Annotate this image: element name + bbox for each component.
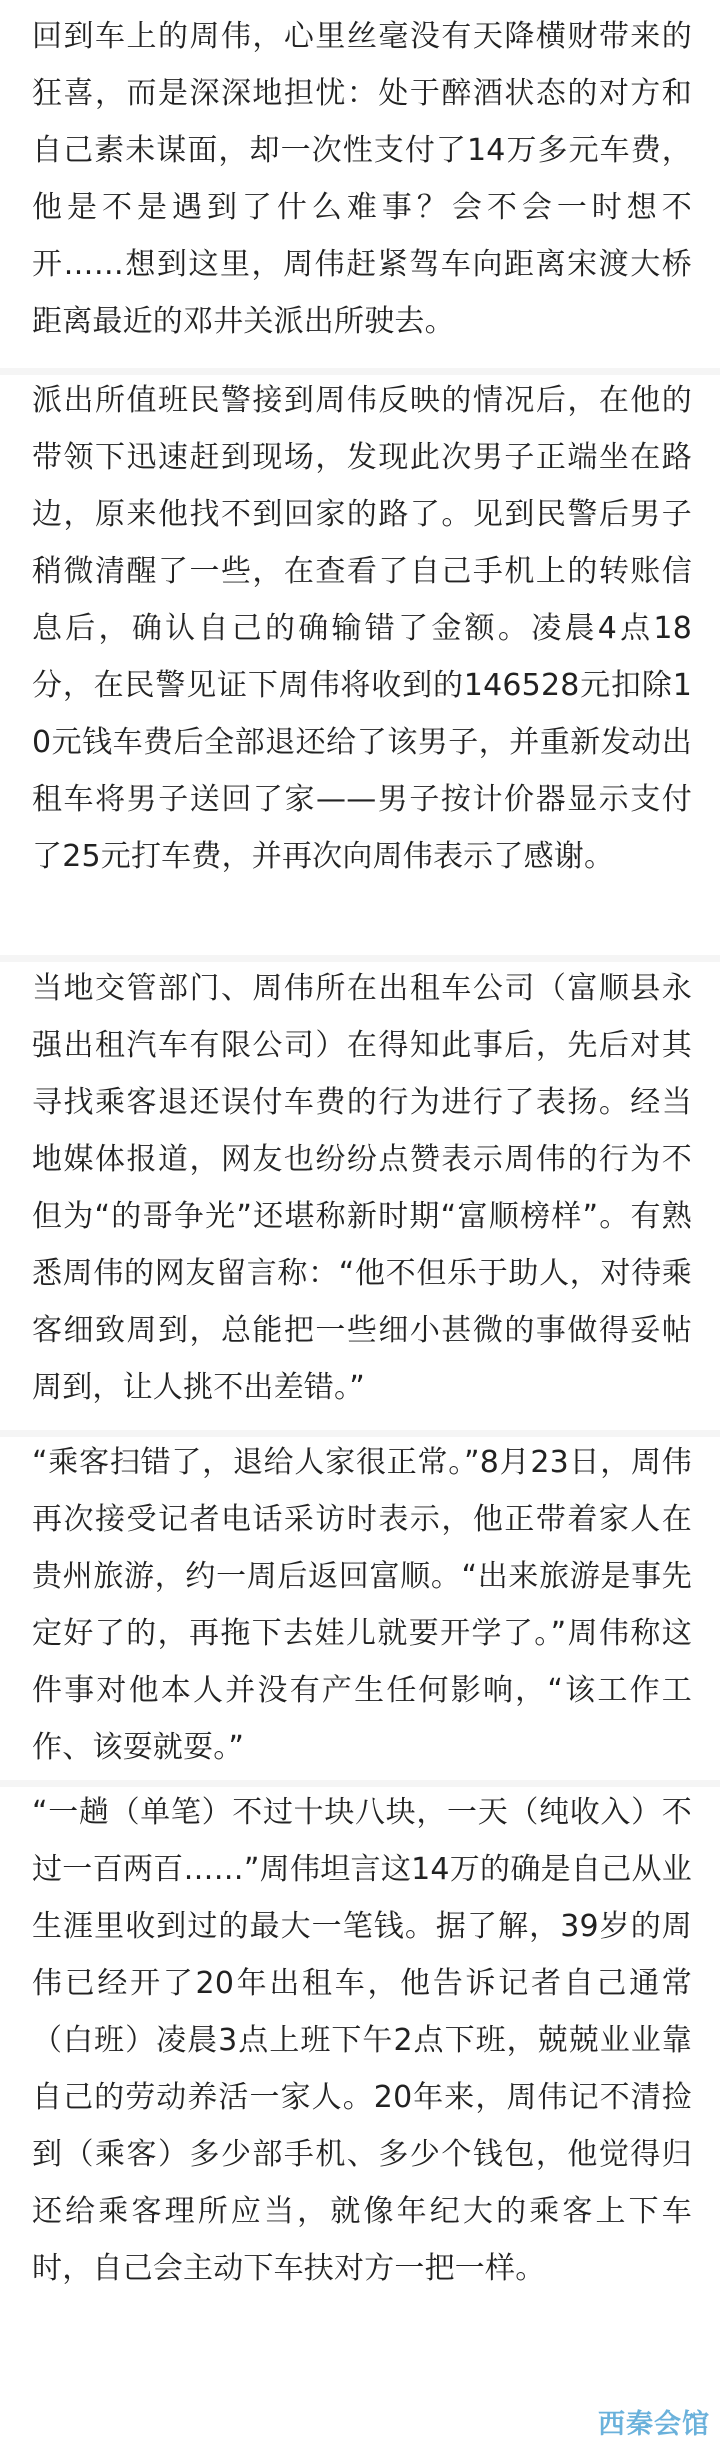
article-paragraph-4: “乘客扫错了，退给人家很正常。”8月23日，周伟再次接受记者电话采访时表示，他正带着家人在贵州旅游，约一周后返回富顺。“出来旅游是事先定好了的，再拖下去娃儿就要开学了。”周伟称这件事对他本人并没有产生任何影响，“该工作工作、该耍就耍。” — [32, 1445, 692, 1765]
article-paragraph-3: 当地交管部门、周伟所在出租车公司（富顺县永强出租汽车有限公司）在得知此事后，先后对其寻找乘客退还误付车费的行为进行了表扬。经当地媒体报道，网友也纷纷点赞表示周伟的行为不但为“的哥争光”还堪称新时期“富顺榜样”。有熟悉周伟的网友留言称：“他不但乐于助人，对待乘客细致周到，总能把一些细小甚微的事做得妥帖周到，让人挑不出差错。” — [32, 971, 692, 1405]
watermark-text: 西秦会馆 — [598, 2409, 710, 2440]
article-paragraph-5: “一趟（单笔）不过十块八块，一天（纯收入）不过一百两百……”周伟坦言这14万的确是自己从业生涯里收到过的最大一笔钱。据了解，39岁的周伟已经开了20年出租车，他告诉记者自己通常（白班）凌晨3点上班下午2点下班，兢兢业业靠自己的劳动养活一家人。20年来，周伟记不清捡到（乘客）多少部手机、多少个钱包，他觉得归还给乘客理所应当，就像年纪大的乘客上下车时，自己会主动下车扶对方一把一样。 — [32, 1795, 692, 2286]
site-watermark — [598, 2402, 710, 2441]
article-paragraph-1: 回到车上的周伟，心里丝毫没有天降横财带来的狂喜，而是深深地担忧：处于醉酒状态的对方和自己素未谋面，却一次性支付了14万多元车费，他是不是遇到了什么难事？会不会一时想不开……想到这里，周伟赶紧驾车向距离宋渡大桥距离最近的邓井关派出所驶去。 — [32, 19, 692, 339]
article-paragraph-2: 派出所值班民警接到周伟反映的情况后，在他的带领下迅速赶到现场，发现此次男子正端坐在路边，原来他找不到回家的路了。见到民警后男子稍微清醒了一些，在查看了自己手机上的转账信息后，确认自己的确输错了金额。凌晨4点18分，在民警见证下周伟将收到的146528元扣除10元钱车费后全部退还给了该男子，并重新发动出租车将男子送回了家——男子按计价器显示支付了25元打车费，并再次向周伟表示了感谢。 — [32, 383, 692, 874]
